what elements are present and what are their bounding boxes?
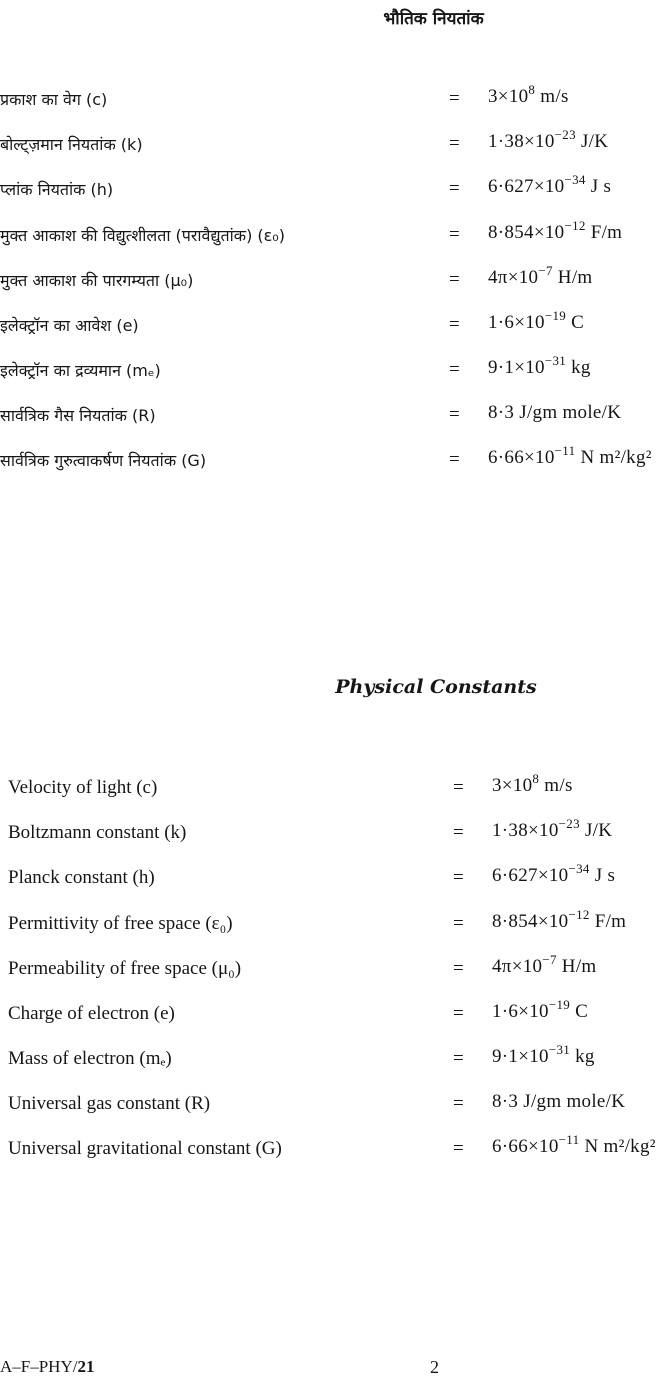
constant-value: $3\times 10^8$ m/s	[492, 771, 573, 796]
constant-value: $8\cdot 854\times 10^{-12}$ F/m	[488, 218, 623, 243]
booklet-code: A–F–PHY/21	[0, 1357, 95, 1376]
equals-sign: =	[453, 777, 464, 798]
constant-value: $8\cdot 854\times 10^{-12}$ F/m	[492, 907, 627, 932]
equals-sign: =	[449, 88, 460, 109]
equals-sign: =	[449, 269, 460, 290]
equals-sign: =	[449, 133, 460, 154]
constant-label: इलेक्ट्रॉन का द्रव्यमान (mₑ)	[0, 361, 161, 380]
equals-sign: =	[453, 1003, 464, 1024]
equals-sign: =	[453, 1138, 464, 1159]
constant-value: $4\pi\times 10^{-7}$ H/m	[488, 263, 593, 288]
english-section-title: Physical Constants	[335, 676, 537, 698]
constant-label: Mass of electron (mₑ)	[8, 1048, 172, 1069]
constant-label: Planck constant (h)	[8, 867, 155, 888]
constant-value: $3\times 10^8$ m/s	[488, 82, 569, 107]
constant-value: 8·3 J/gm mole/K	[488, 402, 622, 423]
constant-label: मुक्त आकाश की पारगम्यता (μ₀)	[0, 271, 194, 290]
constant-value: $1\cdot 6\times 10^{-19}$ C	[488, 308, 585, 333]
constant-label: Permeability of free space (μ₀)	[8, 958, 242, 979]
constant-label: Velocity of light (c)	[8, 777, 158, 798]
equals-sign: =	[449, 359, 460, 380]
constant-label: Boltzmann constant (k)	[8, 822, 187, 843]
constant-label: Universal gravitational constant (G)	[8, 1138, 282, 1159]
constant-label: बोल्ट्ज़मान नियतांक (k)	[0, 135, 143, 154]
constant-label: Charge of electron (e)	[8, 1003, 175, 1024]
constant-value: $4\pi\times 10^{-7}$ H/m	[492, 952, 597, 977]
equals-sign: =	[449, 449, 460, 470]
constant-value: $1\cdot 6\times 10^{-19}$ C	[492, 997, 589, 1022]
constant-value: $9\cdot 1\times 10^{-31}$ kg	[492, 1042, 595, 1067]
constant-value: $6\cdot 66\times 10^{-11}$ N m²/kg²	[488, 443, 652, 468]
constant-value: 8·3 J/gm mole/K	[492, 1091, 626, 1112]
page-number: 2	[430, 1357, 439, 1377]
constant-label: मुक्त आकाश की विद्युत्शीलता (परावैद्युतांक) (ε₀)	[0, 226, 285, 245]
hindi-section-title: भौतिक नियतांक	[383, 9, 484, 29]
constant-label: सार्वत्रिक गैस नियतांक (R)	[0, 406, 156, 425]
constant-value: $6\cdot 627\times 10^{-34}$ J s	[492, 861, 616, 886]
constant-value: $9\cdot 1\times 10^{-31}$ kg	[488, 353, 591, 378]
constant-value: $1\cdot 38\times 10^{-23}$ J/K	[488, 127, 609, 152]
equals-sign: =	[449, 224, 460, 245]
constant-label: प्रकाश का वेग (c)	[0, 90, 108, 109]
constant-value: $6\cdot 627\times 10^{-34}$ J s	[488, 172, 612, 197]
equals-sign: =	[449, 404, 460, 425]
equals-sign: =	[453, 1093, 464, 1114]
constant-label: इलेक्ट्रॉन का आवेश (e)	[0, 316, 139, 335]
equals-sign: =	[449, 178, 460, 199]
constant-label: प्लांक नियतांक (h)	[0, 180, 114, 199]
constant-label: सार्वत्रिक गुरुत्वाकर्षण नियतांक (G)	[0, 451, 207, 470]
constant-label: Universal gas constant (R)	[8, 1093, 211, 1114]
constant-value: $1\cdot 38\times 10^{-23}$ J/K	[492, 816, 613, 841]
equals-sign: =	[453, 867, 464, 888]
equals-sign: =	[449, 314, 460, 335]
equals-sign: =	[453, 1048, 464, 1069]
equals-sign: =	[453, 822, 464, 843]
equals-sign: =	[453, 913, 464, 934]
equals-sign: =	[453, 958, 464, 979]
constant-value: $6\cdot 66\times 10^{-11}$ N m²/kg²	[492, 1132, 656, 1157]
constant-label: Permittivity of free space (ε₀)	[8, 913, 233, 934]
